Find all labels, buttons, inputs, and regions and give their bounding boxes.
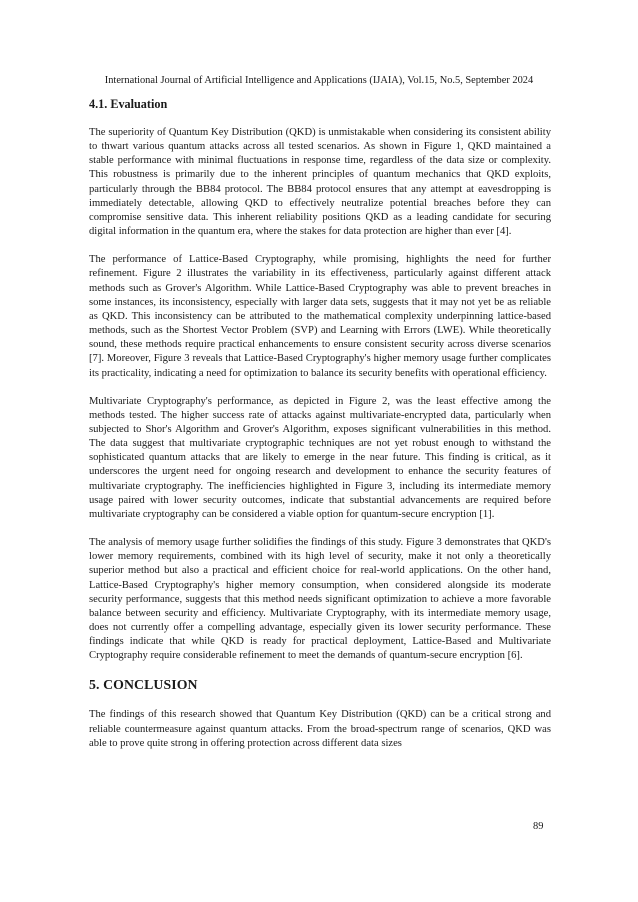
running-header: International Journal of Artificial Intelligence and Applications (IJAIA), Vol.15, No.5, September 2024	[104, 75, 534, 86]
page-content	[89, 96, 551, 751]
paragraph-lattice-performance: The performance of Lattice-Based Cryptography, while promising, highlights the need for further refinement. Figure 2 illustrates the variability in its effectiveness, particularly against different attack methods such as Grover's Algorithm. While Lattice-Based Cryptography was able to prevent breaches in some instances, its inconsistency, especially with larger data sets, suggests that it may not yet be as reliable as QKD. This inconsistency can be attributed to the mathematical complexity underpinning lattice-based methods, such as the Shortest Vector Problem (SVP) and Learning with Errors (LWE). While theoretically sound, these methods require practical enhancements to ensure consistent security across diverse scenarios [7]. Moreover, Figure 3 reveals that Lattice-Based Cryptography's higher memory usage further complicates its practicality, indicating a need for optimization to balance its security benefits with operational efficiency.	[89, 254, 551, 379]
paragraph-qkd-superiority: The superiority of Quantum Key Distribution (QKD) is unmistakable when considering its consistent ability to thwart various quantum attacks across all tested scenarios. As shown in Figure 1, QKD maintained a stable performance with minimal fluctuations in response time, regardless of the data size or complexity. This robustness is primarily due to the inherent principles of quantum mechanics that QKD exploits, particularly through the BB84 protocol. The BB84 protocol ensures that any attempt at eavesdropping is immediately detectable, allowing QKD to effectively neutralize potential breaches before they can compromise sensitive data. This inherent reliability positions QKD as a leading candidate for securing digital information in the quantum era, where the stakes for data protection are higher than ever [4].	[89, 127, 551, 238]
page-number: 89	[533, 821, 544, 832]
section-heading-conclusion: 5. CONCLUSION	[89, 677, 198, 693]
paragraph-memory-usage: The analysis of memory usage further solidifies the findings of this study. Figure 3 demonstrates that QKD's lower memory requirements, combined with its high level of security, make it not only a theoretically superior method but also a practical and efficient choice for real-world applications. On the other hand, Lattice-Based Cryptography's higher memory consumption, when considered alongside its moderate security performance, suggests that this method needs significant optimization to achieve a more favorable balance between security and efficiency. Multivariate Cryptography, with its intermediate memory usage, does not currently offer a compelling advantage, especially given its lower security performance. These findings indicate that while QKD is ready for practical deployment, Lattice-Based and Multivariate Cryptography require considerable refinement to meet the demands of quantum-secure encryption [6].	[89, 537, 551, 662]
paragraph-multivariate-performance: Multivariate Cryptography's performance, as depicted in Figure 2, was the least effective among the methods tested. The higher success rate of attacks against multivariate-encrypted data, particularly when subjected to Shor's Algorithm and Grover's Algorithm, exposes significant vulnerabilities in this method. The data suggest that multivariate cryptographic techniques are not yet robust enough to withstand the sophisticated quantum attacks that are likely to emerge in the near future. This finding is critical, as it underscores the urgent need for ongoing research and development to enhance the security features of multivariate cryptography. The inefficiencies highlighted in Figure 3, including its intermediate memory usage paired with lower security outcomes, indicate that substantial advancements are required before multivariate cryptography can be considered a viable option for quantum-secure encryption [1].	[89, 395, 551, 520]
paragraph-conclusion: The findings of this research showed that Quantum Key Distribution (QKD) can be a critical strong and reliable countermeasure against quantum attacks. From the broad-spectrum range of scenarios, QKD was able to prove quite strong in offering protection across different data sizes	[89, 709, 551, 749]
section-heading-evaluation: 4.1. Evaluation	[89, 97, 168, 111]
